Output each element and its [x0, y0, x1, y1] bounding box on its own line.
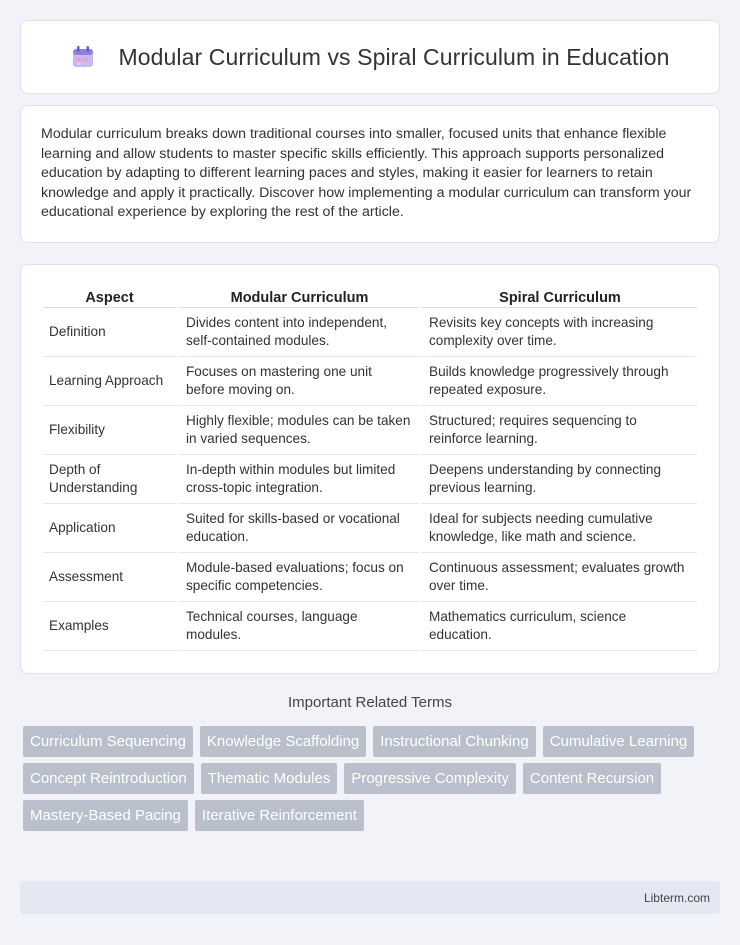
related-terms-list — [23, 726, 723, 837]
related-terms-title: Important Related Terms — [288, 694, 452, 711]
table-row — [43, 504, 697, 553]
cell-modular: Focuses on mastering one unit before moving on. — [176, 357, 419, 406]
cell-aspect: Definition — [43, 308, 176, 357]
related-term-tag[interactable]: Cumulative Learning — [543, 726, 695, 757]
page-title: Modular Curriculum vs Spiral Curriculum in Education — [118, 43, 670, 70]
cell-spiral: Revisits key concepts with increasing complexity over time. — [419, 308, 697, 357]
related-term-tag[interactable]: Progressive Complexity — [344, 763, 516, 794]
calendar-icon — [70, 44, 96, 70]
cell-aspect: Flexibility — [43, 406, 176, 455]
footer — [20, 881, 720, 914]
cell-spiral: Continuous assessment; evaluates growth over time. — [419, 553, 697, 602]
table-row — [43, 357, 697, 406]
cell-modular: Divides content into independent, self-contained modules. — [176, 308, 419, 357]
cell-aspect: Depth of Understanding — [43, 455, 176, 504]
cell-modular: Module-based evaluations; focus on specific competencies. — [176, 553, 419, 602]
related-term-tag[interactable]: Content Recursion — [523, 763, 661, 794]
cell-aspect: Learning Approach — [43, 357, 176, 406]
comparison-table-card — [20, 264, 720, 674]
cell-spiral: Builds knowledge progressively through repeated exposure. — [419, 357, 697, 406]
header-card — [20, 20, 720, 94]
related-term-tag[interactable]: Iterative Reinforcement — [195, 800, 364, 831]
header-aspect: Aspect — [43, 285, 176, 308]
comparison-table — [43, 285, 697, 651]
related-term-tag[interactable]: Knowledge Scaffolding — [200, 726, 366, 757]
cell-modular: In-depth within modules but limited cross-topic integration. — [176, 455, 419, 504]
related-term-tag[interactable]: Curriculum Sequencing — [23, 726, 193, 757]
table-row — [43, 602, 697, 651]
table-row — [43, 553, 697, 602]
cell-spiral: Deepens understanding by connecting previous learning. — [419, 455, 697, 504]
intro-card — [20, 105, 720, 243]
table-row — [43, 308, 697, 357]
cell-modular: Highly flexible; modules can be taken in varied sequences. — [176, 406, 419, 455]
cell-aspect: Application — [43, 504, 176, 553]
table-row — [43, 406, 697, 455]
related-term-tag[interactable]: Mastery-Based Pacing — [23, 800, 188, 831]
cell-spiral: Ideal for subjects needing cumulative knowledge, like math and science. — [419, 504, 697, 553]
related-term-tag[interactable]: Thematic Modules — [201, 763, 338, 794]
cell-spiral: Structured; requires sequencing to reinforce learning. — [419, 406, 697, 455]
related-term-tag[interactable]: Concept Reintroduction — [23, 763, 194, 794]
header-modular: Modular Curriculum — [176, 285, 419, 308]
header-spiral: Spiral Curriculum — [419, 285, 697, 308]
related-term-tag[interactable]: Instructional Chunking — [373, 726, 535, 757]
table-row — [43, 455, 697, 504]
cell-aspect: Examples — [43, 602, 176, 651]
cell-spiral: Mathematics curriculum, science education. — [419, 602, 697, 651]
intro-text: Modular curriculum breaks down traditional courses into smaller, focused units that enhance flexible learning and allow students to master specific skills efficiently. This approach supports personalized education by adapting to different learning paces and styles, making it easier for learners to retain knowledge and apply it practically. Discover how implementing a modular curriculum can transform your educational experience by exploring the rest of the article. — [41, 126, 692, 221]
footer-link[interactable]: Libterm.com — [643, 891, 710, 905]
cell-aspect: Assessment — [43, 553, 176, 602]
cell-modular: Suited for skills-based or vocational education. — [176, 504, 419, 553]
cell-modular: Technical courses, language modules. — [176, 602, 419, 651]
table-header-row — [43, 285, 697, 308]
